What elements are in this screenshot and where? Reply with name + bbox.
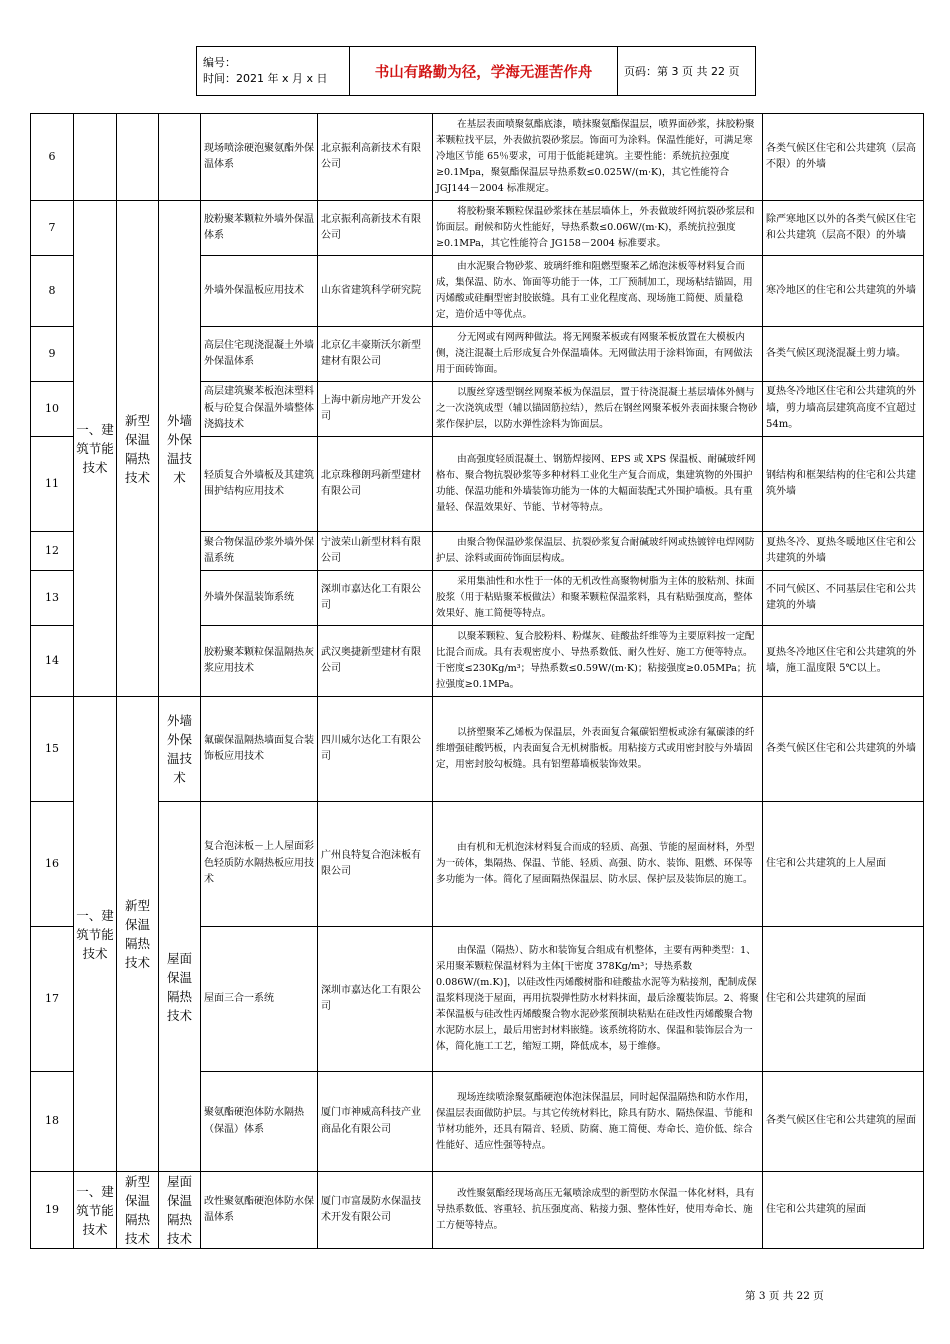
tech-name: 现场喷涂硬泡聚氨酯外保温体系 [201,114,318,201]
technology-table [30,113,924,1249]
tech-name: 改性聚氨酯硬泡体防水保温体系 [201,1172,318,1249]
application-scope: 钢结构和框架结构的住宅和公共建筑外墙 [763,437,924,532]
row-number: 8 [31,256,74,327]
category-sub: 新型保温隔热技术 [117,201,159,697]
header-time: 时间：2021 年 x 月 x 日 [203,72,328,85]
tech-description: 由聚合物保温砂浆保温层、抗裂砂浆复合耐碱玻纤网或热镀锌电焊网防护层、涂料或面砖饰面层构成。 [433,532,763,571]
category-wall: 外墙外保温技术 [159,697,201,802]
row-number: 6 [31,114,74,201]
header-motto: 书山有路勤为径，学海无涯苦作舟 [350,47,618,96]
row-number: 16 [31,802,74,927]
tech-description: 由有机和无机泡沫材料复合而成的轻质、高强、节能的屋面材料，外型为一砖体，集隔热、保温、节能、轻质、高强、防水、装饰、阻燃、环保等多功能为一体。简化了屋面隔热保温层、防水层、保护层及装饰层的施工。 [433,802,763,927]
tech-description: 改性聚氨酯经现场高压无氟喷涂成型的新型防水保温一体化材料，具有导热系数低、容重轻、抗压强度高、粘接力强、整体性好，使用寿命长、施工方便等特点。 [433,1172,763,1249]
category-major: 一、建筑节能技术 [74,1172,117,1249]
category-roof: 屋面保温隔热技术 [159,802,201,1172]
tech-name: 高层住宅现浇混凝土外墙外保温体系 [201,327,318,382]
page-footer: 第 3 页 共 22 页 [745,1290,824,1302]
row-number: 15 [31,697,74,802]
tech-description: 以聚苯颗粒、复合胶粉料、粉煤灰、硅酸盐纤维等为主要原料按一定配比混合而成。具有表观密度小、导热系数低、耐久性好、施工方便等特点。干密度≤230Kg/m³；导热系数≤0.59W/(m·K)；粘接强度≥0.05MPa；抗拉强度≥0.1MPa。 [433,626,763,697]
header-page: 页码：第 3 页 共 22 页 [618,47,756,96]
company-name: 厦门市神威高科技产业商品化有限公司 [318,1072,433,1172]
category-cell [159,114,201,201]
application-scope: 各类气候区住宅和公共建筑（层高不限）的外墙 [763,114,924,201]
category-sub: 新型保温隔热技术 [117,1172,159,1249]
company-name: 北京振利高新技术有限公司 [318,201,433,256]
tech-description: 分无网或有网两种做法。将无网聚苯板或有网聚苯板放置在大模板内侧，浇注混凝土后形成复合外保温墙体。无网做法用于涂料饰面，有网做法用于面砖饰面。 [433,327,763,382]
table-row [31,697,924,802]
row-number: 14 [31,626,74,697]
tech-name: 氟碳保温隔热墙面复合装饰板应用技术 [201,697,318,802]
category-roof: 屋面保温隔热技术 [159,1172,201,1249]
tech-name: 屋面三合一系统 [201,927,318,1072]
row-number: 18 [31,1072,74,1172]
tech-name: 高层建筑聚苯板泡沫塑料板与砼复合保温外墙整体浇捣技术 [201,382,318,437]
company-name: 山东省建筑科学研究院 [318,256,433,327]
row-number: 9 [31,327,74,382]
header-number: 编号： [203,56,236,69]
company-name: 上海中新房地产开发公司 [318,382,433,437]
company-name: 深圳市嘉达化工有限公司 [318,927,433,1072]
tech-description: 采用集油性和水性于一体的无机改性高聚物树脂为主体的胶粘剂、抹面胶浆（用于粘贴聚苯板做法）和聚苯颗粒保温浆料，具有粘贴强度高，整体效果好、施工简便等特点。 [433,571,763,626]
tech-name: 外墙外保温装饰系统 [201,571,318,626]
application-scope: 夏热冬冷、夏热冬暖地区住宅和公共建筑的外墙 [763,532,924,571]
tech-description: 由高强度轻质混凝土、钢筋焊接网、EPS 或 XPS 保温板、耐碱玻纤网格布、聚合物抗裂砂浆等多种材料工业化生产复合而成，集建筑物的外围护功能、保温功能和外墙装饰功能为一体的大幅面装配式外围护墙板。具有重量轻、保温效果好、节能、节材等特点。 [433,437,763,532]
company-name: 北京亿丰豪斯沃尔新型建材有限公司 [318,327,433,382]
application-scope: 除严寒地区以外的各类气候区住宅和公共建筑（层高不限）的外墙 [763,201,924,256]
tech-name: 聚氨酯硬泡体防水隔热（保温）体系 [201,1072,318,1172]
tech-name: 聚合物保温砂浆外墙外保温系统 [201,532,318,571]
table-row [31,1172,924,1249]
application-scope: 住宅和公共建筑的屋面 [763,1172,924,1249]
category-sub: 新型保温隔热技术 [117,697,159,1172]
table-row [31,802,924,927]
company-name: 北京振利高新技术有限公司 [318,114,433,201]
company-name: 北京珠穆朗玛新型建材有限公司 [318,437,433,532]
company-name: 四川威尔达化工有限公司 [318,697,433,802]
row-number: 10 [31,382,74,437]
tech-description: 由水泥聚合物砂浆、玻璃纤维和阻燃型聚苯乙烯泡沫板等材料复合而成，集保温、防水、饰面等功能于一体，工厂预制加工，现场粘结锚固，用丙烯酸或硅酮型密封胶嵌缝。具有工业化程度高、现场施工简便、质量稳定，造价适中等优点。 [433,256,763,327]
category-major: 一、建筑节能技术 [74,201,117,697]
row-number: 12 [31,532,74,571]
application-scope: 不同气候区、不同基层住宅和公共建筑的外墙 [763,571,924,626]
tech-name: 胶粉聚苯颗粒外墙外保温体系 [201,201,318,256]
row-number: 17 [31,927,74,1072]
tech-description: 在基层表面喷聚氨酯底漆，喷抹聚氨酯保温层，喷界面砂浆，抹胶粉聚苯颗粒找平层，外表做抗裂砂浆层。饰面可为涂料。保温性能好，可满足寒冷地区节能 65％要求，可用于低能耗建筑。主要性能：系统抗拉强度≥0.1Mpa，聚氨酯保温层导热系数≤0.025W/(m·K)，其它性能符合 JGJ144－2004 标准规定。 [433,114,763,201]
row-number: 11 [31,437,74,532]
row-number: 13 [31,571,74,626]
application-scope: 各类气候区住宅和公共建筑的屋面 [763,1072,924,1172]
document-header [196,46,756,96]
tech-description: 以腹丝穿透型钢丝网聚苯板为保温层，置于待浇混凝土基层墙体外侧与之一次浇筑成型（辅以锚固筋拉结），然后在钢丝网聚苯板外表面抹聚合物砂浆作保护层，以防水弹性涂料为饰面层。 [433,382,763,437]
application-scope: 住宅和公共建筑的上人屋面 [763,802,924,927]
application-scope: 各类气候区住宅和公共建筑的外墙 [763,697,924,802]
company-name: 宁波荣山新型材料有限公司 [318,532,433,571]
company-name: 广州良特复合泡沫板有限公司 [318,802,433,927]
application-scope: 夏热冬冷地区住宅和公共建筑的外墙，施工温度限 5℃以上。 [763,626,924,697]
tech-name: 外墙外保温板应用技术 [201,256,318,327]
row-number: 19 [31,1172,74,1249]
company-name: 深圳市嘉达化工有限公司 [318,571,433,626]
tech-description: 现场连续喷涂聚氨酯硬泡体泡沫保温层，同时起保温隔热和防水作用，保温层表面做防护层。与其它传统材料比，除具有防水、隔热保温、节能和节材功能外，还具有隔音、轻质、防腐、施工简便、寿命长、造价低、综合性能好、适应性强等特点。 [433,1072,763,1172]
category-major: 一、建筑节能技术 [74,697,117,1172]
application-scope: 夏热冬冷地区住宅和公共建筑的外墙，剪力墙高层建筑高度不宜超过 54m。 [763,382,924,437]
application-scope: 寒冷地区的住宅和公共建筑的外墙 [763,256,924,327]
table-row [31,114,924,201]
category-cell [74,114,117,201]
tech-name: 轻质复合外墙板及其建筑围护结构应用技术 [201,437,318,532]
application-scope: 住宅和公共建筑的屋面 [763,927,924,1072]
tech-description: 将胶粉聚苯颗粒保温砂浆抹在基层墙体上，外表做玻纤网抗裂砂浆层和饰面层。耐候和防火性能好，导热系数≤0.06W/(m·K)，系统抗拉强度≥0.1MPa，其它性能符合 JG158－2004 标准要求。 [433,201,763,256]
tech-description: 以挤塑聚苯乙烯板为保温层，外表面复合氟碳铝塑板或涂有氟碳漆的纤维增强硅酸钙板，内表面复合无机树脂板。用粘接方式或用密封胶与外墙固定，用密封胶勾板缝。具有铝塑幕墙板装饰效果。 [433,697,763,802]
header-meta [197,47,350,96]
row-number: 7 [31,201,74,256]
tech-description: 由保温（隔热）、防水和装饰复合组成有机整体，主要有两种类型：1、采用聚苯颗粒保温材料为主体[干密度 378Kg/m³；导热系数 0.086W/(m.K)]，以硅改性丙烯酸树脂和硅酸盐水泥等为粘接剂，配制成保温浆料现浇于屋面，再用抗裂弹性防水材料抹面，最后涂覆装饰层。2、将聚苯保温板与硅改性丙烯酸聚合物水泥砂浆预制块粘贴在硅改性丙烯酸聚合物水泥防水层上，最后用密封材料嵌缝。该系统将防水、保温和装饰层合为一体，简化施工工艺，缩短工期，降低成本，易于维修。 [433,927,763,1072]
company-name: 厦门市富晟防水保温技术开发有限公司 [318,1172,433,1249]
category-wall: 外墙外保温技术 [159,201,201,697]
tech-name: 胶粉聚苯颗粒保温隔热灰浆应用技术 [201,626,318,697]
table-row [31,201,924,256]
company-name: 武汉奥捷新型建材有限公司 [318,626,433,697]
category-cell [117,114,159,201]
application-scope: 各类气候区现浇混凝土剪力墙。 [763,327,924,382]
tech-name: 复合泡沫板－上人屋面彩色轻质防水隔热板应用技术 [201,802,318,927]
